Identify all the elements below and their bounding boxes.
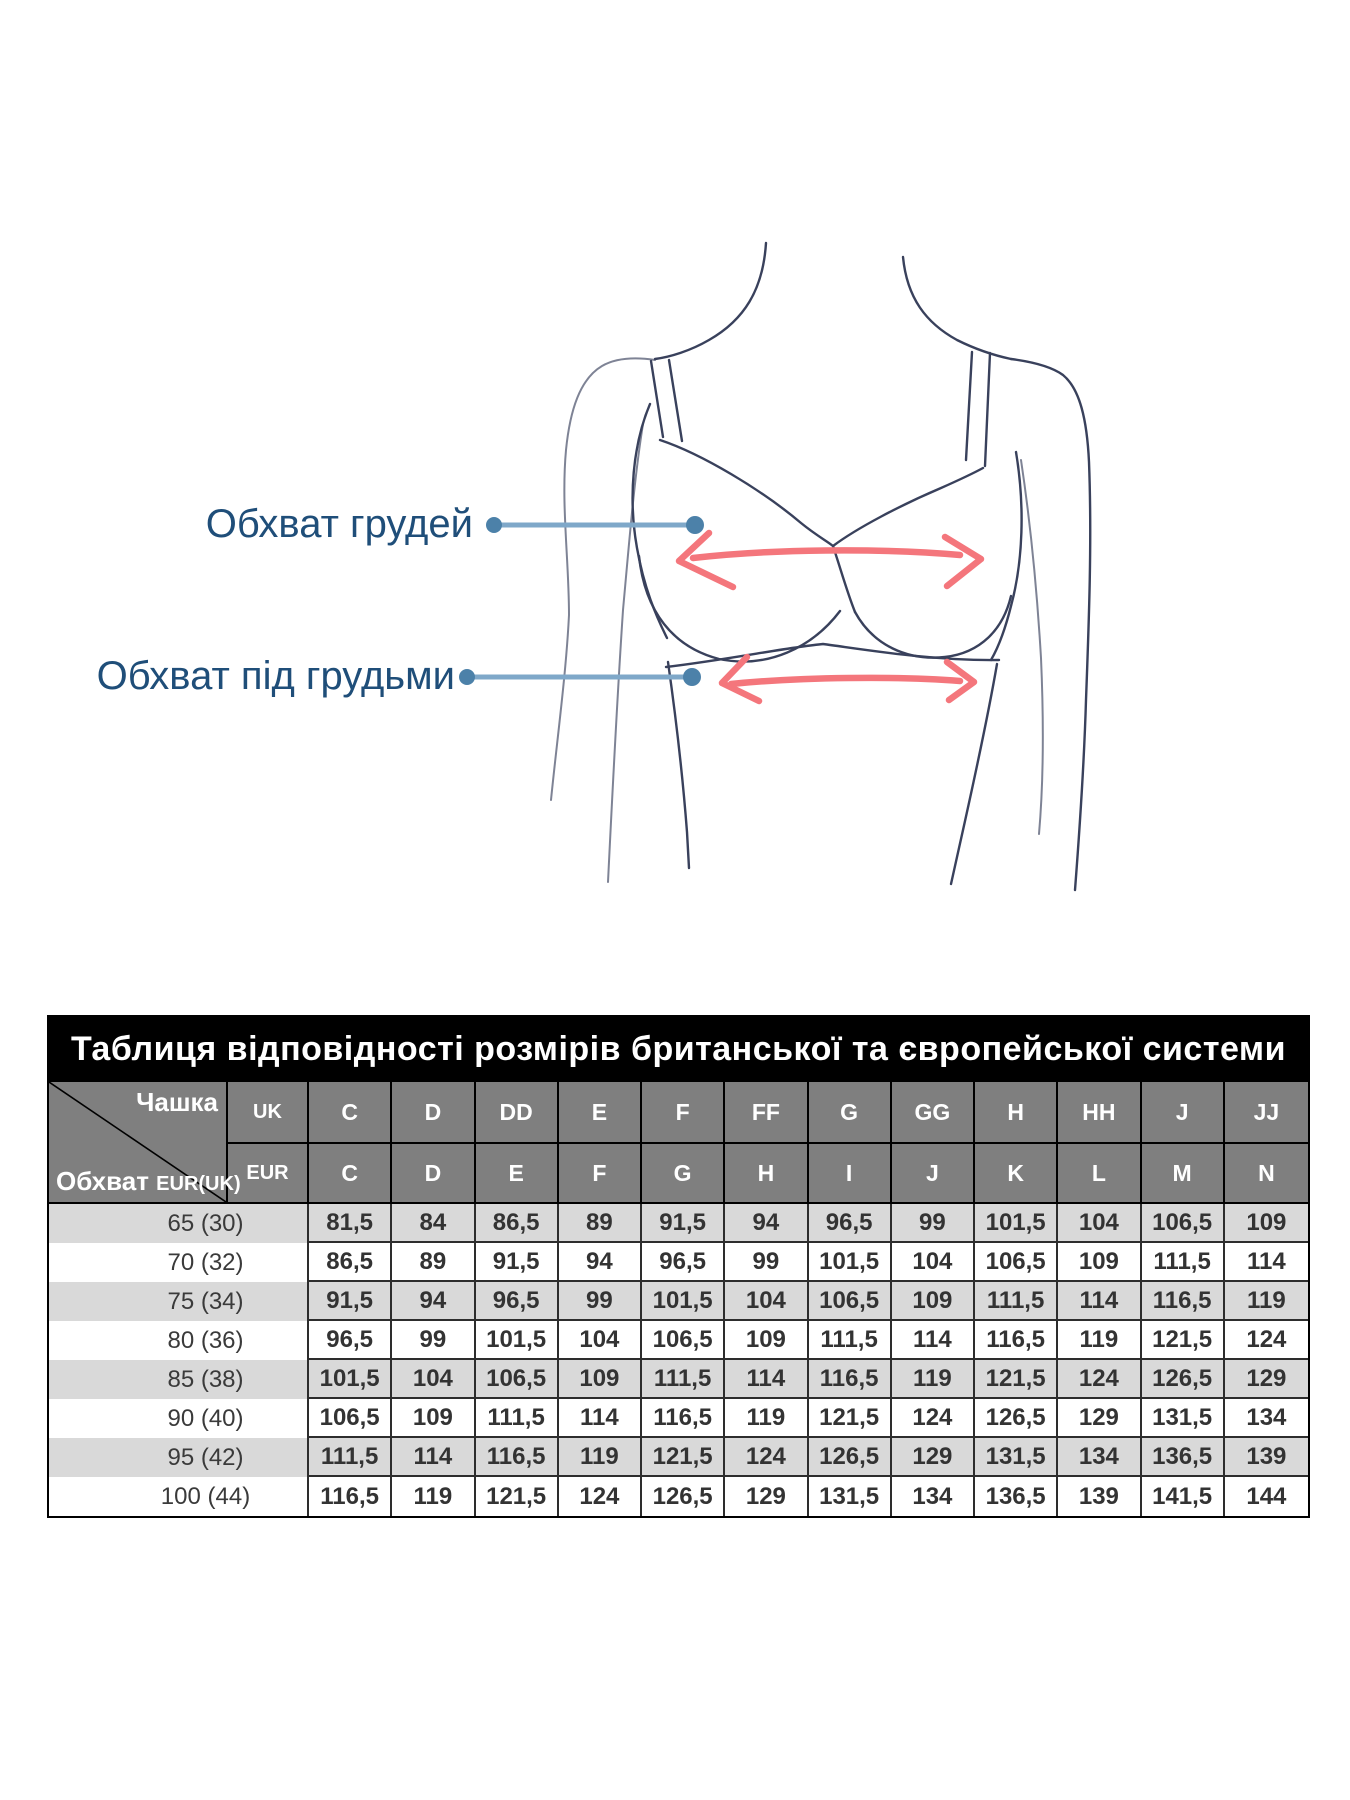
size-value-cell: 144 [1225, 1477, 1308, 1516]
eur-cup-header: L [1058, 1144, 1141, 1204]
size-value-cell: 139 [1225, 1438, 1308, 1477]
size-value-cell: 124 [725, 1438, 808, 1477]
size-value-cell: 121,5 [809, 1399, 892, 1438]
eur-cup-header: I [809, 1144, 892, 1204]
uk-cup-header: H [975, 1082, 1058, 1144]
left-cup-top-line [660, 440, 833, 546]
size-value-cell: 106,5 [1142, 1204, 1225, 1243]
underbust-callout-start-dot [459, 669, 475, 685]
bust-arrow-left-head [679, 533, 733, 587]
size-value-cell: 104 [392, 1360, 475, 1399]
size-value-cell: 96,5 [809, 1204, 892, 1243]
band-size-label: 90 (40) [49, 1399, 309, 1438]
band-size-label: 65 (30) [49, 1204, 309, 1243]
center-gore-line [833, 546, 855, 612]
torso-sketch [551, 243, 1090, 890]
size-value-cell: 134 [1225, 1399, 1308, 1438]
size-value-cell: 126,5 [809, 1438, 892, 1477]
size-value-cell: 121,5 [1142, 1321, 1225, 1360]
size-value-cell: 101,5 [309, 1360, 392, 1399]
eur-cup-header: K [975, 1144, 1058, 1204]
size-value-cell: 136,5 [975, 1477, 1058, 1516]
size-value-cell: 109 [1225, 1204, 1308, 1243]
size-value-cell: 119 [559, 1438, 642, 1477]
bust-callout [486, 516, 704, 534]
uk-cup-header: J [1142, 1082, 1225, 1144]
size-value-cell: 109 [559, 1360, 642, 1399]
size-value-cell: 111,5 [476, 1399, 559, 1438]
size-value-cell: 109 [725, 1321, 808, 1360]
uk-cup-header: HH [1058, 1082, 1141, 1144]
size-value-cell: 114 [392, 1438, 475, 1477]
eur-cup-header: D [392, 1144, 475, 1204]
measure-arrows [679, 533, 981, 701]
size-value-cell: 109 [892, 1282, 975, 1321]
size-value-cell: 129 [892, 1438, 975, 1477]
left-arm-inner-line [608, 424, 643, 882]
left-strap-line [669, 360, 682, 441]
right-arm-outer-line [1011, 359, 1090, 890]
size-value-cell: 99 [725, 1243, 808, 1282]
size-value-cell: 96,5 [642, 1243, 725, 1282]
uk-system-header: UK [228, 1082, 309, 1144]
size-value-cell: 101,5 [476, 1321, 559, 1360]
size-value-cell: 101,5 [642, 1282, 725, 1321]
corner-girth-label: Обхват EUR(UK) [56, 1166, 241, 1196]
eur-cup-header: E [476, 1144, 559, 1204]
size-value-cell: 86,5 [309, 1243, 392, 1282]
size-value-cell: 119 [1058, 1321, 1141, 1360]
size-value-cell: 119 [1225, 1282, 1308, 1321]
table-title: Таблиця відповідності розмірів британської та європейської системи [49, 1017, 1308, 1082]
size-value-cell: 141,5 [1142, 1477, 1225, 1516]
size-value-cell: 86,5 [476, 1204, 559, 1243]
size-value-cell: 109 [1058, 1243, 1141, 1282]
underbust-callout [459, 668, 701, 686]
corner-cup-label: Чашка [136, 1087, 218, 1117]
size-value-cell: 104 [1058, 1204, 1141, 1243]
right-strap-line [966, 352, 972, 460]
size-value-cell: 104 [892, 1243, 975, 1282]
size-value-cell: 134 [1058, 1438, 1141, 1477]
bust-callout-start-dot [486, 517, 502, 533]
size-value-cell: 96,5 [309, 1321, 392, 1360]
uk-cup-header: GG [892, 1082, 975, 1144]
size-value-cell: 109 [392, 1399, 475, 1438]
size-value-cell: 94 [392, 1282, 475, 1321]
size-value-cell: 106,5 [809, 1282, 892, 1321]
left-strap-line [651, 361, 663, 437]
size-value-cell: 116,5 [975, 1321, 1058, 1360]
size-value-cell: 101,5 [975, 1204, 1058, 1243]
size-value-cell: 116,5 [642, 1399, 725, 1438]
size-value-cell: 104 [559, 1321, 642, 1360]
size-value-cell: 89 [392, 1243, 475, 1282]
size-value-cell: 119 [392, 1477, 475, 1516]
eur-cup-header: G [642, 1144, 725, 1204]
uk-cup-header: DD [476, 1082, 559, 1144]
band-size-label: 100 (44) [49, 1477, 309, 1516]
band-size-label: 70 (32) [49, 1243, 309, 1282]
uk-cup-header: G [809, 1082, 892, 1144]
size-value-cell: 111,5 [1142, 1243, 1225, 1282]
size-value-cell: 136,5 [1142, 1438, 1225, 1477]
bust-label: Обхват грудей [205, 502, 473, 546]
size-value-cell: 124 [892, 1399, 975, 1438]
size-value-cell: 131,5 [975, 1438, 1058, 1477]
size-value-cell: 91,5 [309, 1282, 392, 1321]
band-size-label: 80 (36) [49, 1321, 309, 1360]
size-value-cell: 111,5 [642, 1360, 725, 1399]
uk-cup-header: E [559, 1082, 642, 1144]
uk-cup-header: JJ [1225, 1082, 1308, 1144]
size-value-cell: 116,5 [1142, 1282, 1225, 1321]
size-value-cell: 121,5 [975, 1360, 1058, 1399]
band-size-label: 75 (34) [49, 1282, 309, 1321]
size-value-cell: 119 [892, 1360, 975, 1399]
size-value-cell: 106,5 [309, 1399, 392, 1438]
eur-cup-header: H [725, 1144, 808, 1204]
size-value-cell: 89 [559, 1204, 642, 1243]
eur-cup-header: N [1225, 1144, 1308, 1204]
size-value-cell: 121,5 [476, 1477, 559, 1516]
size-grid [49, 1082, 1308, 1516]
size-value-cell: 99 [392, 1321, 475, 1360]
size-value-cell: 104 [725, 1282, 808, 1321]
left-breast-outer-line [633, 404, 667, 638]
size-value-cell: 114 [892, 1321, 975, 1360]
size-value-cell: 91,5 [642, 1204, 725, 1243]
size-value-cell: 124 [1225, 1321, 1308, 1360]
size-value-cell: 106,5 [975, 1243, 1058, 1282]
right-underwire-line [855, 596, 1011, 658]
size-value-cell: 111,5 [809, 1321, 892, 1360]
size-value-cell: 134 [892, 1477, 975, 1516]
right-neck-line [903, 257, 1011, 359]
size-value-cell: 121,5 [642, 1438, 725, 1477]
bust-arrow-shaft [693, 550, 960, 558]
size-value-cell: 106,5 [642, 1321, 725, 1360]
eur-cup-header: M [1142, 1144, 1225, 1204]
right-cup-top-line [833, 468, 983, 546]
size-value-cell: 126,5 [642, 1477, 725, 1516]
bust-callout-end-dot [686, 516, 704, 534]
eur-cup-header: C [309, 1144, 392, 1204]
size-value-cell: 129 [1058, 1399, 1141, 1438]
uk-cup-header: F [642, 1082, 725, 1144]
band-size-label: 95 (42) [49, 1438, 309, 1477]
size-value-cell: 116,5 [476, 1438, 559, 1477]
right-arm-inner-line [1021, 460, 1043, 834]
eur-system-header: EUR [228, 1144, 309, 1204]
size-value-cell: 124 [559, 1477, 642, 1516]
left-arm-outer-line [551, 358, 655, 800]
bust-arrow-right-head [945, 537, 981, 586]
size-value-cell: 124 [1058, 1360, 1141, 1399]
size-value-cell: 116,5 [309, 1477, 392, 1516]
underbust-label: Обхват під грудьми [96, 654, 455, 698]
size-value-cell: 114 [725, 1360, 808, 1399]
size-value-cell: 106,5 [476, 1360, 559, 1399]
size-value-cell: 99 [559, 1282, 642, 1321]
size-value-cell: 111,5 [975, 1282, 1058, 1321]
band-size-label: 85 (38) [49, 1360, 309, 1399]
size-conversion-table [47, 1015, 1310, 1518]
size-value-cell: 126,5 [1142, 1360, 1225, 1399]
underbust-arrow-shaft [731, 678, 960, 684]
size-value-cell: 119 [725, 1399, 808, 1438]
eur-cup-header: J [892, 1144, 975, 1204]
uk-cup-header: D [392, 1082, 475, 1144]
size-value-cell: 94 [725, 1204, 808, 1243]
size-value-cell: 114 [1225, 1243, 1308, 1282]
size-value-cell: 96,5 [476, 1282, 559, 1321]
uk-cup-header: FF [725, 1082, 808, 1144]
left-neck-line [655, 243, 766, 359]
uk-cup-header: C [309, 1082, 392, 1144]
size-value-cell: 129 [725, 1477, 808, 1516]
size-value-cell: 111,5 [309, 1438, 392, 1477]
right-strap-line [985, 353, 990, 466]
size-value-cell: 114 [559, 1399, 642, 1438]
size-value-cell: 99 [892, 1204, 975, 1243]
size-value-cell: 131,5 [1142, 1399, 1225, 1438]
size-value-cell: 81,5 [309, 1204, 392, 1243]
size-value-cell: 101,5 [809, 1243, 892, 1282]
corner-cell [49, 1082, 241, 1204]
eur-cup-header: F [559, 1144, 642, 1204]
size-value-cell: 114 [1058, 1282, 1141, 1321]
size-value-cell: 126,5 [975, 1399, 1058, 1438]
size-value-cell: 129 [1225, 1360, 1308, 1399]
size-value-cell: 116,5 [809, 1360, 892, 1399]
left-waist-line [668, 662, 689, 868]
size-value-cell: 84 [392, 1204, 475, 1243]
size-value-cell: 131,5 [809, 1477, 892, 1516]
size-value-cell: 139 [1058, 1477, 1141, 1516]
underbust-callout-end-dot [683, 668, 701, 686]
size-value-cell: 94 [559, 1243, 642, 1282]
size-value-cell: 91,5 [476, 1243, 559, 1282]
